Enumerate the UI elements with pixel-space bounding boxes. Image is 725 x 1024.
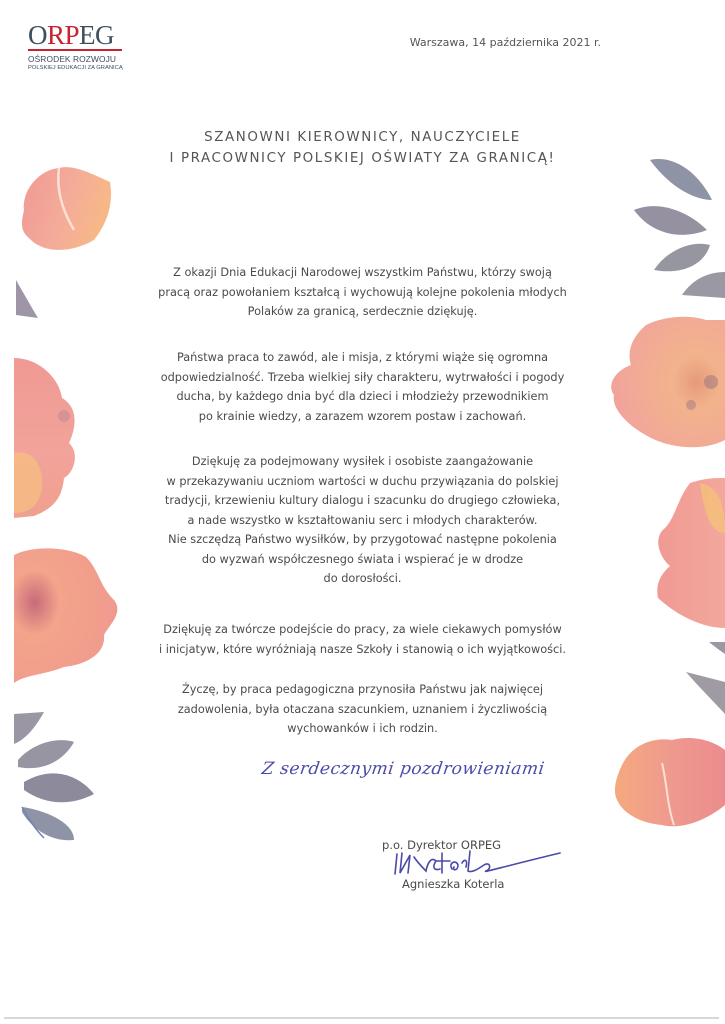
paragraph-line: Polaków za granicą, serdecznie dziękuję. [247, 305, 478, 318]
paragraph-5 [100, 680, 625, 739]
flower-icon [650, 478, 725, 628]
paragraph-line: zadowolenia, była otaczana szacunkiem, uznaniem i życzliwością [177, 702, 548, 716]
letter-date: Warszawa, 14 października 2021 r. [409, 36, 601, 49]
leaf-icon [14, 280, 42, 320]
logo-wordmark [28, 22, 128, 48]
signature-scribble-icon [392, 849, 562, 879]
paragraph-line: odpowiedzialność. Trzeba wielkiej siły charakteru, wytrwałości i pogody [160, 370, 565, 384]
paragraph-line: tradycji, krzewieniu kultury dialogu i szacunku do drugiego człowieka, [164, 494, 561, 507]
page-bottom-rule [4, 1017, 719, 1019]
paragraph-line: Dziękuję za twórcze podejście do pracy, za wiele ciekawych pomysłów [163, 623, 562, 636]
paragraph-line: do dorosłości. [323, 572, 402, 585]
flower-icon [14, 358, 82, 518]
paragraph-line: ducha, by każdego dnia być dla dzieci i młodzieży przewodnikiem [176, 390, 549, 403]
flower-icon [14, 160, 114, 255]
paragraph-line: Nie szczędzą Państwo wysiłków, by przygotować następne pokolenia [168, 533, 557, 546]
orpeg-logo [28, 22, 128, 71]
paragraph-1 [100, 263, 625, 322]
paragraph-line: wychowanków i ich rodzin. [287, 722, 438, 735]
heading-line-1: SZANOWNI KIEROWNICY, NAUCZYCIELE [204, 130, 521, 145]
paragraph-3 [100, 452, 625, 589]
leaf-icon [14, 712, 94, 842]
paragraph-line: Dziękuję za podejmowany wysiłek i osobiste zaangażowanie [191, 455, 534, 468]
paragraph-line: i inicjatyw, które wyróżniają nasze Szkoły i stanowią o ich wyjątkowości. [159, 642, 566, 656]
handwritten-closing: Z serdecznymi pozdrowieniami [260, 759, 546, 779]
paragraph-2 [100, 348, 625, 426]
logo-subtitle-2: POLSKIEJ EDUKACJI ZA GRANICĄ [28, 65, 123, 71]
paragraph-line: Życzę, by praca pedagogiczna przynosiła Państwu jak najwięcej [181, 683, 543, 696]
paragraph-4 [100, 620, 625, 659]
letter-heading [0, 127, 725, 169]
logo-subtitle-1: OŚRODEK ROZWOJU [28, 54, 117, 64]
paragraph-line: a nade wszystko w kształtowaniu serc i młodych charakterów. [187, 513, 538, 527]
heading-line-2: I PRACOWNICY POLSKIEJ OŚWIATY ZA GRANICĄ! [169, 151, 556, 166]
logo-letter-o: O [28, 20, 47, 50]
signatory-name: Agnieszka Koterla [402, 877, 505, 891]
logo-letters-rp: RP [47, 20, 80, 50]
paragraph-line: Z okazji Dnia Edukacji Narodowej wszystkim Państwu, którzy swoją [173, 266, 552, 279]
signatory-title: p.o. Dyrektor ORPEG [382, 838, 502, 852]
paragraph-line: po krainie wiedzy, a zarazem wzorem postaw i zachowań. [198, 409, 527, 423]
leaf-icon [632, 150, 725, 300]
paragraph-line: w przekazywaniu uczniom wartości w duchu przywiązania do polskiej [166, 474, 559, 488]
paragraph-line: Państwa praca to zawód, ale i misja, z którymi wiąże się ogromna [176, 351, 549, 364]
paragraph-line: pracą oraz powołaniem kształcą i wychowują kolejne pokolenia młodych [158, 285, 567, 299]
paragraph-line: do wyzwań współczesnego świata i wspierać je w drodze [201, 552, 524, 566]
logo-letters-eg: EG [79, 20, 115, 50]
flower-icon [612, 735, 725, 830]
leaf-icon [684, 642, 725, 717]
